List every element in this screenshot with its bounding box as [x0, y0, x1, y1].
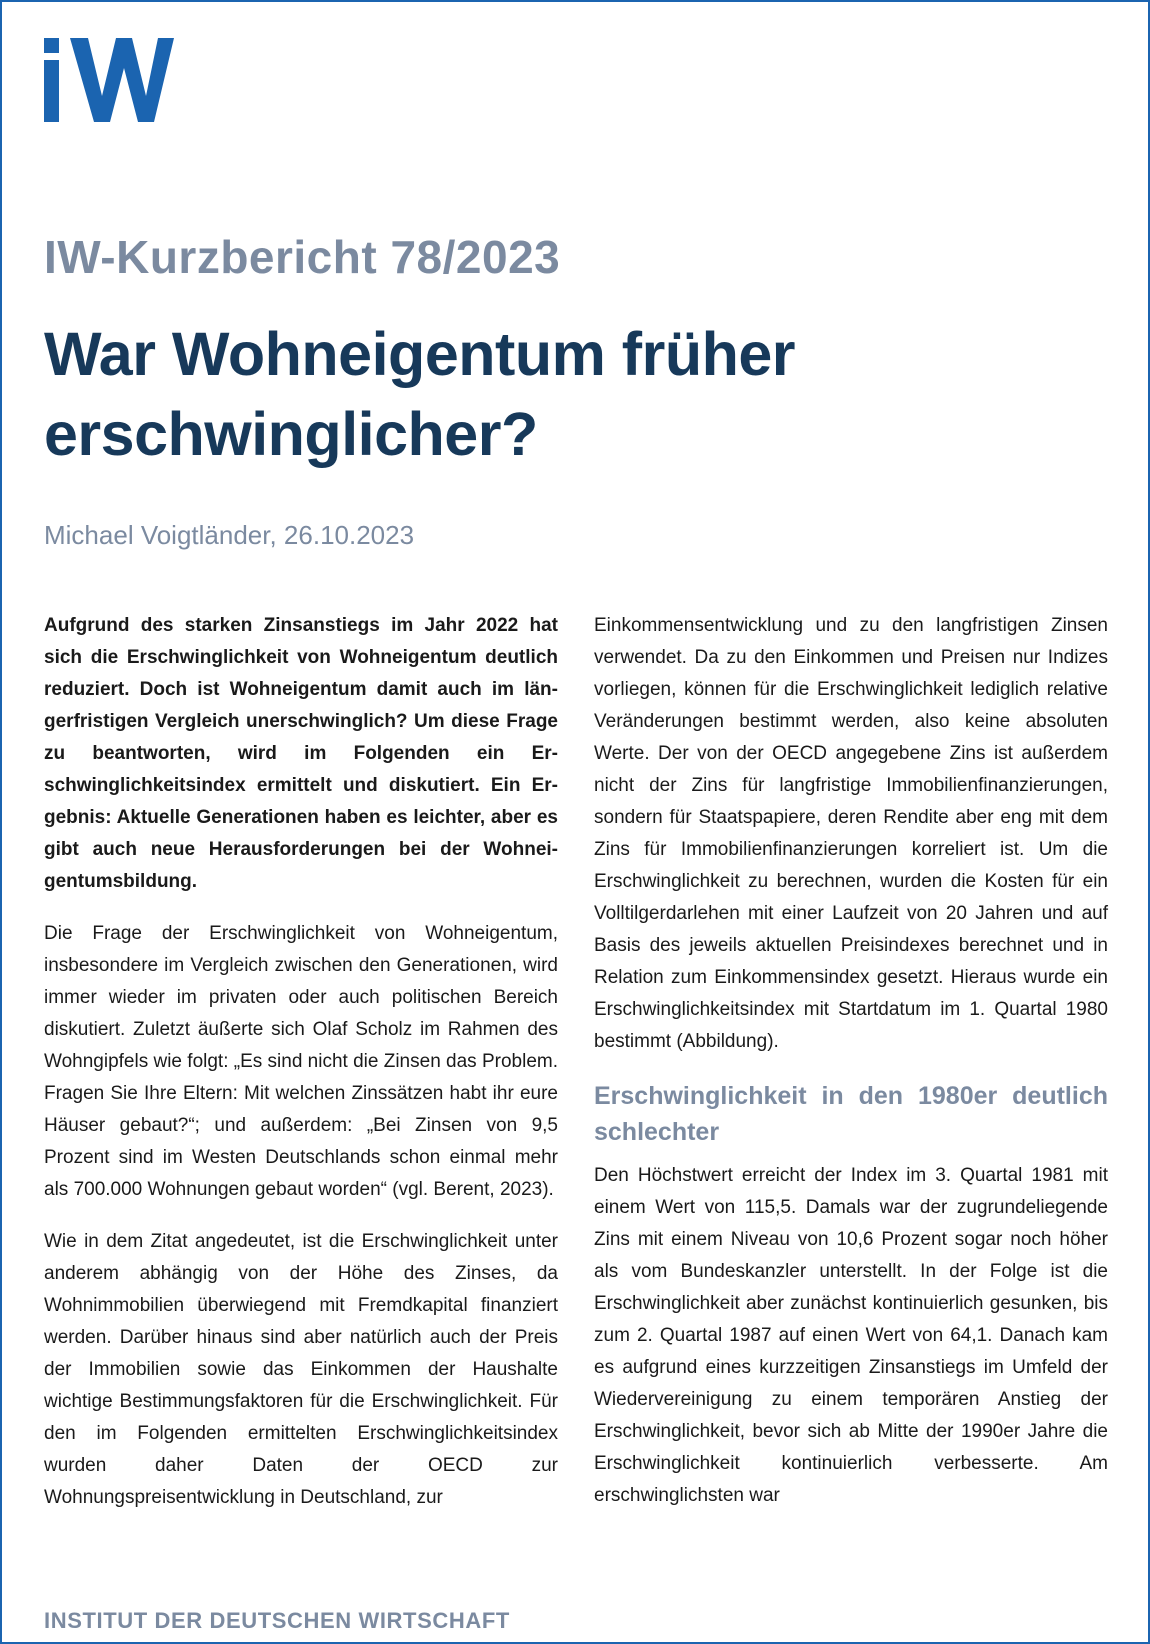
right-column [594, 610, 1108, 1532]
publisher-footer: INSTITUT DER DEUTSCHEN WIRTSCHAFT [44, 1608, 510, 1633]
logo-stem [44, 60, 59, 122]
body-paragraph: Den Höchstwert erreicht der Index im 3. Quartal 1981 mit einem Wert von 115,5. Damals war der zugrundeliegende Zins mit einem Niveau von 10,6 Prozent sogar noch höher als vom Bundeskanzler unterstellt. In der Folge ist die Erschwinglichkeit aber zunächst kontinuierlich gesunken, bis zum 2. Quartal 1987 auf einen Wert von 64,1. Danach kam es aufgrund eines kurzzeitigen Zinsanstiegs im Umfeld der Wiedervereinigung zu einem temporären Anstieg der Erschwinglichkeit, bevor sich ab Mitte der 1990er Jahre die Erschwinglichkeit kontinuierlich verbesserte. Am erschwinglichsten war [594, 1165, 1108, 1506]
body-paragraph: Wie in dem Zitat angedeutet, ist die Erschwinglichkeit unter anderem abhängig von der Höhe des Zinses, da Wohnimmobilien überwiegend mit Fremdkapital finanziert werden. Darüber hinaus sind aber natürlich auch der Preis der Immobilien sowie das Einkommen der Haushalte wichtige Bestimmungsfaktoren für die Erschwinglichkeit. Für den im Folgenden ermittelten Erschwinglichkeitsindex wurden daher Daten der OECD zur Wohnungspreisentwicklung in Deutschland, zur [44, 1231, 558, 1508]
logo-w [70, 38, 174, 122]
report-series: IW-Kurzbericht 78/2023 [44, 231, 561, 283]
logo-dot [44, 38, 59, 53]
iw-logo [44, 38, 174, 122]
body-paragraph: Einkommensentwicklung und zu den langfristigen Zinsen verwendet. Da zu den Einkommen und Preisen nur Indizes vorliegen, können für die Erschwinglichkeit lediglich relative Veränderungen bestimmt werden, also keine absoluten Werte. Der von der OECD angegebene Zins ist außerdem nicht der Zins für langfristige Immobilienfinanzierungen, sondern für Staatspapiere, deren Rendite aber eng mit dem Zins für Immobilienfinanzierungen korreliert ist. Um die Erschwinglichkeit zu berechnen, wurden die Kosten für ein Volltilgerdarlehen mit einer Laufzeit von 20 Jahren und auf Basis des jeweils aktuellen Preisindexes berechnet und in Relation zum Einkommensindex gesetzt. Hieraus wurde ein Erschwinglichkeitsindex mit Startdatum im 1. Quartal 1980 bestimmt (Abbildung). [594, 615, 1108, 1052]
lead-paragraph: Aufgrund des starken Zinsanstiegs im Jahr 2022 hat sich die Erschwinglichkeit von Wohneigentum deutlich reduziert. Doch ist Wohneigentum damit auch im längerfristigen Vergleich unerschwinglich? Um diese Frage zu beantworten, wird im Folgenden ein Erschwinglichkeitsindex ermittelt und diskutiert. Ein Ergebnis: Aktuelle Generationen haben es leichter, aber es gibt auch neue Herausforderungen bei der Wohneigentumsbildung. [44, 615, 558, 892]
author-date: Michael Voigtländer, 26.10.2023 [44, 520, 415, 550]
page-title: War Wohneigentum früher erschwinglicher? [44, 320, 795, 468]
left-column [44, 610, 558, 1534]
section-heading: Erschwinglichkeit in den 1980er deutlich schlechter [594, 1082, 1108, 1146]
body-paragraph: Die Frage der Erschwinglichkeit von Wohneigentum, insbesondere im Vergleich zwischen den Generationen, wird immer wieder im privaten oder auch politischen Bereich diskutiert. Zuletzt äußerte sich Olaf Scholz im Rahmen des Wohngipfels wie folgt: „Es sind nicht die Zinsen das Problem. Fragen Sie Ihre Eltern: Mit welchen Zinssätzen habt ihr eure Häuser gebaut?“; und außerdem: „Bei Zinsen von 9,5 Prozent sind im Westen Deutschlands schon einmal mehr als 700.000 Wohnungen gebaut worden“ (vgl. Berent, 2023). [44, 923, 558, 1200]
